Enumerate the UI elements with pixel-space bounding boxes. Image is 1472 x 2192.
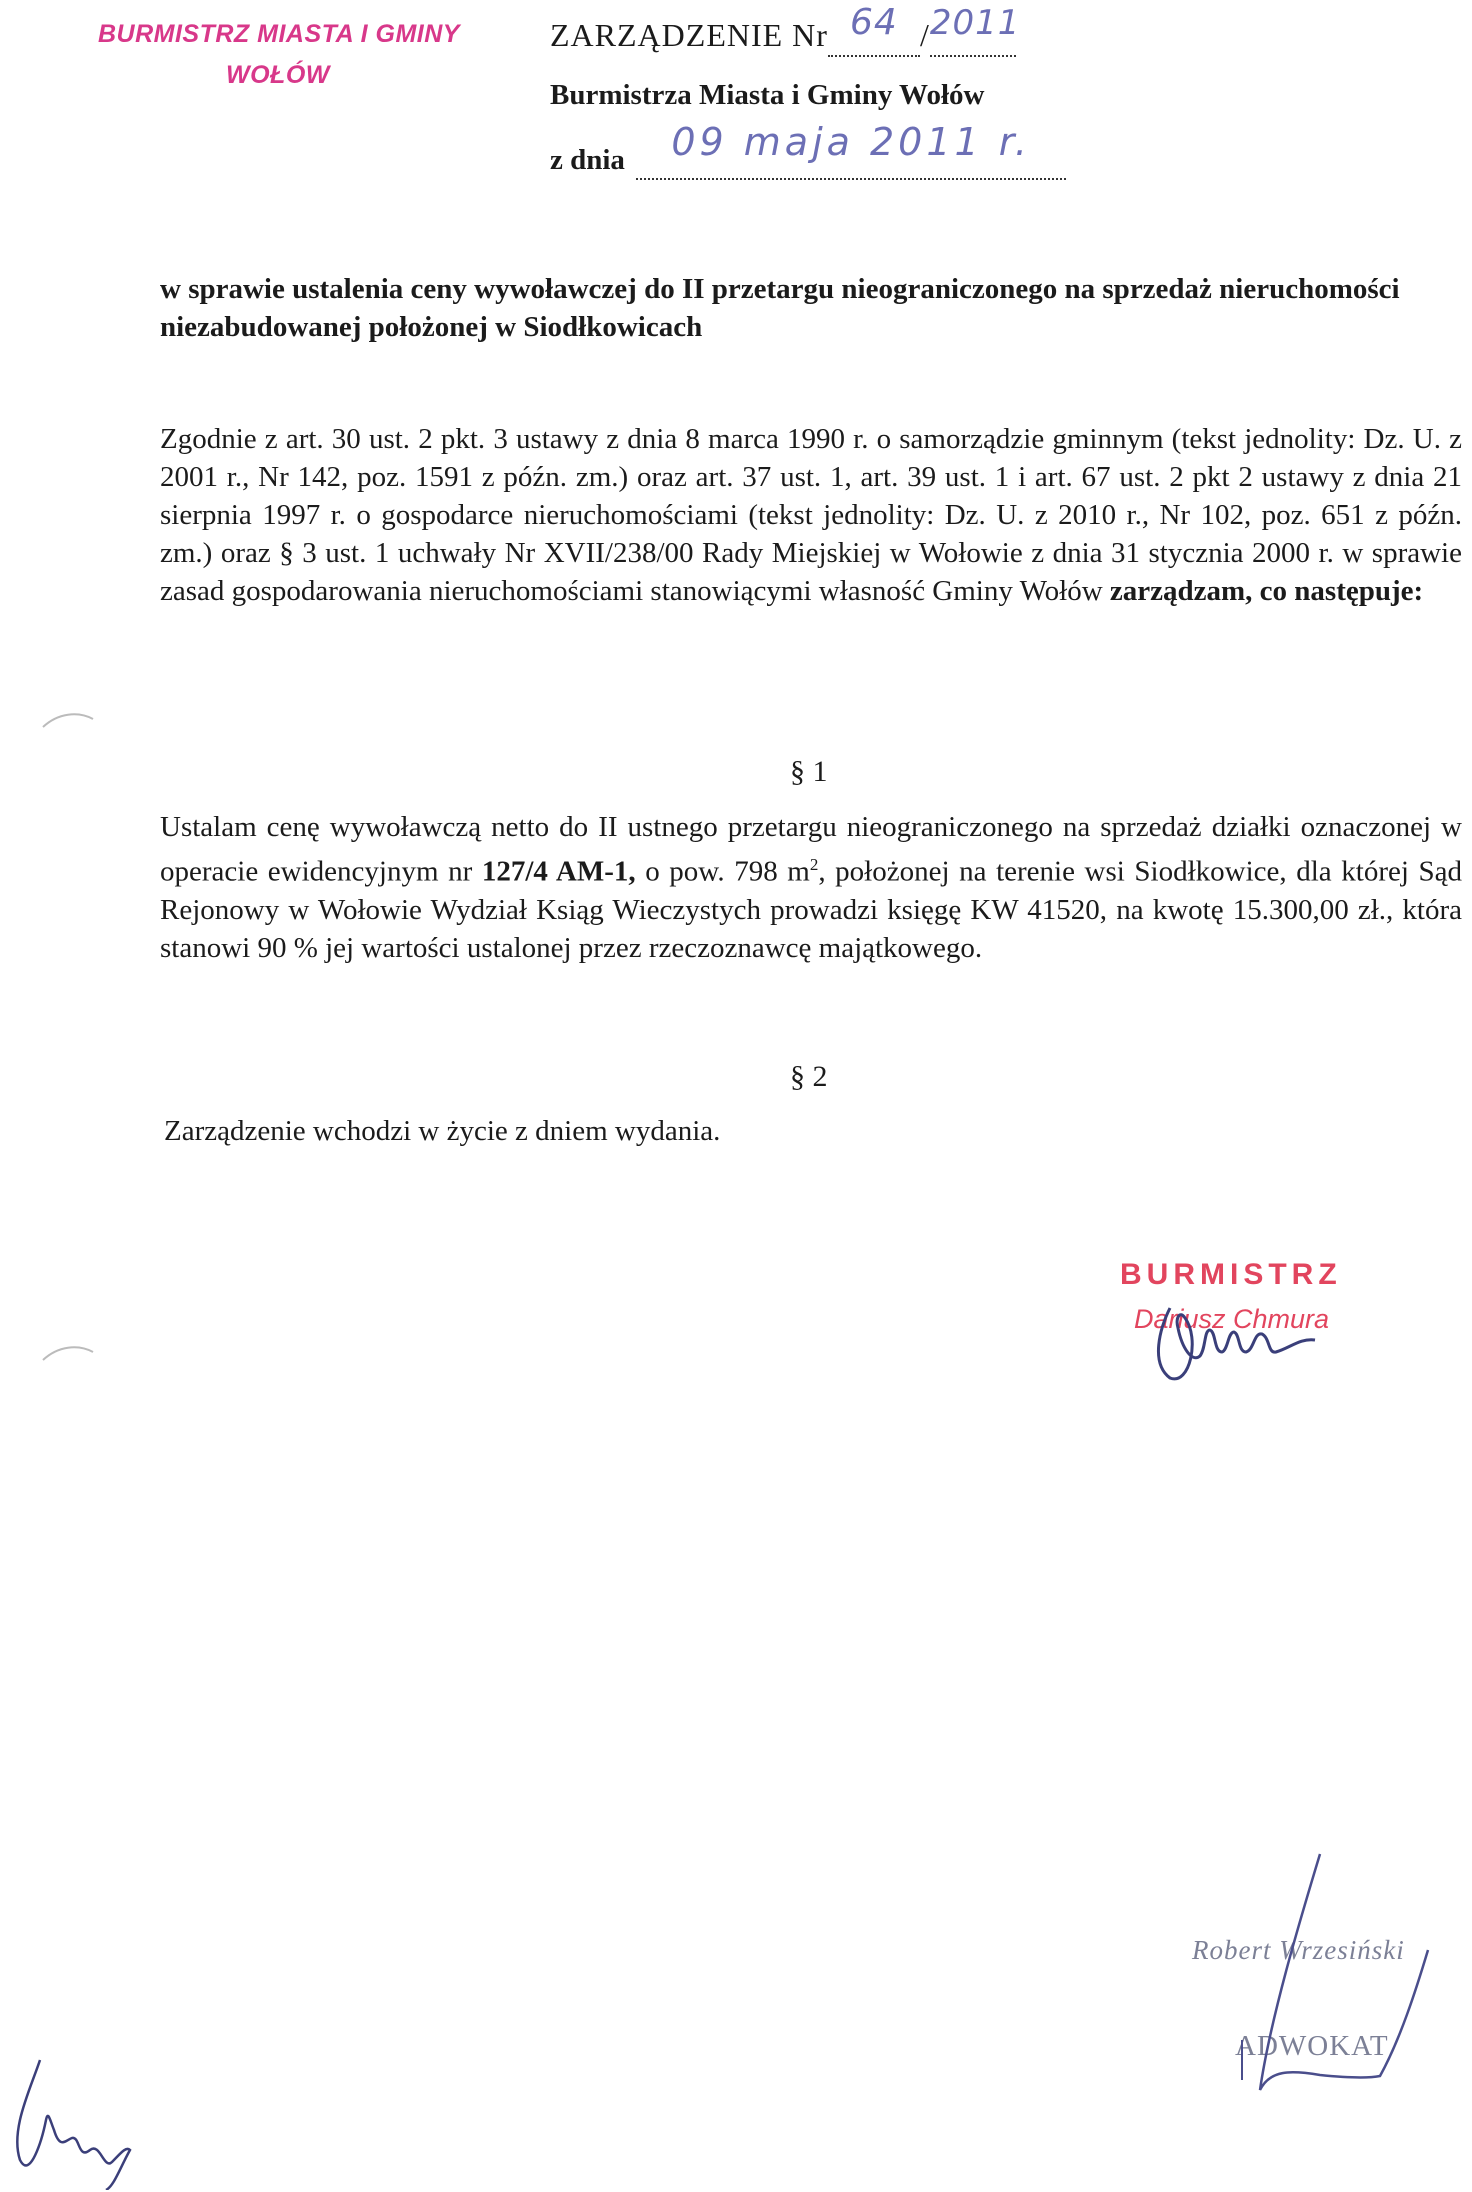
order-number-handwritten: 64 — [850, 2, 898, 43]
order-separator: / — [919, 17, 930, 53]
section-1-text-c: , położonej na terenie wsi Siodłkowice, dla której Sąd Rejonowy w Wołowie Wydział Ksiąg Wieczystych prowadzi księgę KW 41520, na kwotę 15.300,00 zł., która stanowi 90 % jej wartości ustalonej przez rzeczoznawcę majątkowego. — [160, 855, 1462, 964]
issuer-stamp-line2: WOŁÓW — [226, 61, 330, 89]
date-line — [550, 120, 1110, 180]
issuer-stamp-line1: BURMISTRZ MIASTA I GMINY — [98, 20, 460, 48]
section-1-text-b: o pow. 798 m — [645, 855, 810, 888]
order-year-field — [929, 3, 1021, 57]
order-number-line — [550, 2, 1110, 57]
section-1-text-a: Ustalam cenę wywoławczą netto do II ustnego przetargu nieograniczonego na sprzedaż działki oznaczonej w operacie ewidencyjnym nr — [160, 811, 1462, 888]
lawyer-signature-graphic — [1180, 1840, 1470, 2110]
preamble-decision: zarządzam, co następuje: — [1109, 575, 1424, 607]
lawyer-name: Robert Wrzesiński — [1192, 1935, 1405, 1965]
authority-line: Burmistrza Miasta i Gminy Wołów — [550, 79, 985, 111]
lawyer-stamp — [1180, 1840, 1470, 2110]
order-year-handwritten: 2011 — [929, 3, 1021, 43]
section-1-body — [160, 808, 1462, 967]
area-superscript: 2 — [809, 855, 819, 874]
lawyer-title: ADWOKAT — [1235, 2030, 1389, 2062]
initials-signature — [0, 2050, 140, 2190]
issuer-stamp — [98, 20, 478, 90]
mayor-signature-graphic — [1130, 1268, 1390, 1398]
mayor-stamp-title: BURMISTRZ — [1120, 1258, 1342, 1291]
order-title: ZARZĄDZENIE Nr — [550, 17, 828, 53]
date-handwritten: 09 maja 2011 r. — [671, 120, 1032, 164]
parcel-number: 127/4 AM-1, — [481, 855, 636, 888]
mayor-signature-block — [1120, 1258, 1440, 1378]
section-2-heading: § 2 — [790, 1060, 828, 1093]
punch-mark-lower — [38, 1338, 98, 1368]
preamble-text: Zgodnie z art. 30 ust. 2 pkt. 3 ustawy z dnia 8 marca 1990 r. o samorządzie gminnym (tekst jednolity: Dz. U. z 2001 r., Nr 142, poz. 1591 z późn. zm.) oraz art. 37 ust. 1, art. 39 ust. 1 i art. 67 ust. 2 pkt 2 ustawy z dnia 21 sierpnia 1997 r. o gospodarce nieruchomościami (tekst jednolity: Dz. U. z 2010 r., Nr 102, poz. 651 z późn. zm.) oraz § 3 ust. 1 uchwały Nr XVII/238/00 Rady Miejskiej w Wołowie z dnia 31 stycznia 2000 r. w sprawie zasad gospodarowania nieruchomościami stanowiącymi własność Gminy Wołów — [160, 423, 1462, 607]
preamble — [160, 420, 1462, 610]
punch-mark-upper — [38, 705, 98, 735]
document-header — [550, 2, 1110, 180]
section-2-body: Zarządzenie wchodzi w życie z dniem wydania. — [164, 1115, 721, 1147]
mayor-stamp-name: Dariusz Chmura — [1134, 1304, 1330, 1334]
document-subject: w sprawie ustalenia ceny wywoławczej do II przetargu nieograniczonego na sprzedaż nieruchomości niezabudowanej położonej w Siodłkowicach — [160, 273, 1400, 343]
date-prefix: z dnia — [550, 144, 625, 176]
date-field — [636, 120, 1066, 180]
section-1-heading: § 1 — [790, 755, 828, 788]
order-number-field — [828, 2, 920, 57]
